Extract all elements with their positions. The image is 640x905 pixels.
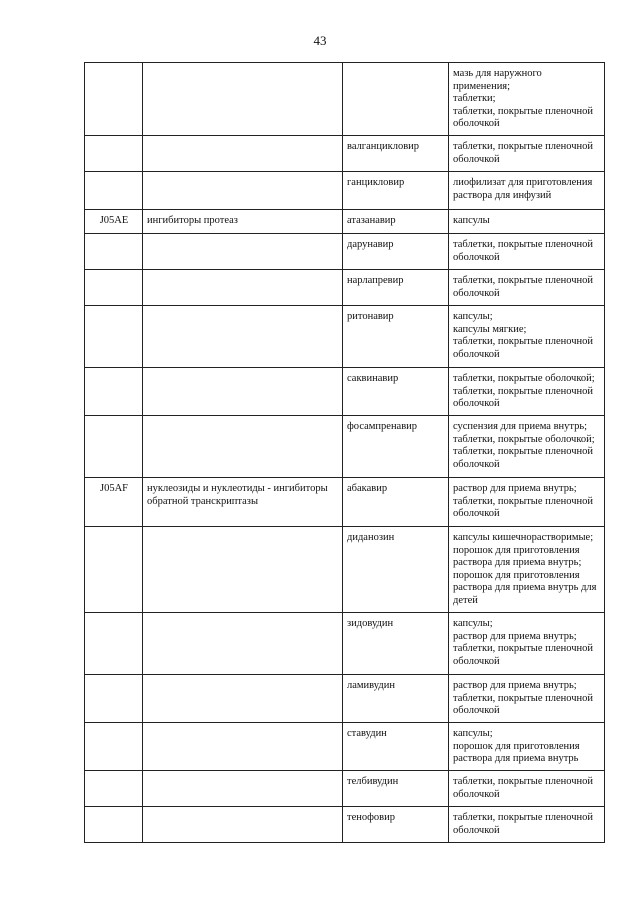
table-row [85, 771, 605, 807]
dosage-forms-text: таблетки, покрытые пленочной оболочкой [453, 141, 594, 165]
dosage-forms-text: капсулы кишечнорастворимые; порошок для приготовления раствора для приема внутрь; порошок для приготовления раствора для приема внутрь для детей [453, 532, 597, 606]
atc-code-cell [85, 723, 143, 771]
drug-name-cell: абакавир [343, 478, 449, 527]
atc-code-cell [85, 63, 143, 136]
group-cell [143, 675, 343, 723]
dosage-forms-cell [449, 306, 605, 368]
drug-name-cell: тенофовир [343, 807, 449, 843]
drug-name-cell: зидовудин [343, 613, 449, 675]
drug-name-cell: саквинавир [343, 368, 449, 416]
dosage-forms-text: капсулы; раствор для приема внутрь; таблетки, покрытые пленочной оболочкой [453, 618, 594, 667]
group-cell [143, 136, 343, 172]
dosage-forms-cell [449, 723, 605, 771]
dosage-forms-text: мазь для наружного применения; таблетки; таблетки, покрытые пленочной оболочкой [453, 68, 594, 130]
dosage-forms-text: суспензия для приема внутрь; таблетки, покрытые оболочкой; таблетки, покрытые пленочной оболочкой [453, 421, 595, 470]
dosage-forms-cell [449, 210, 605, 234]
drug-name-cell: ритонавир [343, 306, 449, 368]
group-cell: ингибиторы протеаз [143, 210, 343, 234]
dosage-forms-cell [449, 63, 605, 136]
group-cell [143, 63, 343, 136]
dosage-forms-cell [449, 807, 605, 843]
atc-code-cell [85, 807, 143, 843]
table-row [85, 613, 605, 675]
group-cell: нуклеозиды и нуклеотиды - ингибиторы обратной транскриптазы [143, 478, 343, 527]
dosage-forms-cell [449, 527, 605, 613]
group-cell [143, 527, 343, 613]
atc-code-cell [85, 527, 143, 613]
dosage-forms-text: таблетки, покрытые пленочной оболочкой [453, 239, 594, 263]
drug-name-cell [343, 63, 449, 136]
table-row [85, 723, 605, 771]
dosage-forms-cell [449, 478, 605, 527]
table-row [85, 172, 605, 210]
atc-code-cell [85, 234, 143, 270]
atc-code-cell: J05AF [85, 478, 143, 527]
group-cell [143, 270, 343, 306]
atc-code-cell [85, 771, 143, 807]
group-cell [143, 306, 343, 368]
table-row [85, 234, 605, 270]
atc-code-cell [85, 675, 143, 723]
dosage-forms-text: таблетки, покрытые пленочной оболочкой [453, 812, 594, 836]
group-cell [143, 368, 343, 416]
dosage-forms-text: капсулы [453, 215, 490, 226]
dosage-forms-text: таблетки, покрытые оболочкой; таблетки, покрытые пленочной оболочкой [453, 373, 595, 410]
drug-name-cell: нарлапревир [343, 270, 449, 306]
dosage-forms-text: таблетки, покрытые пленочной оболочкой [453, 275, 594, 299]
table-row [85, 63, 605, 136]
dosage-forms-cell [449, 234, 605, 270]
atc-code-cell [85, 416, 143, 478]
drug-name-cell: атазанавир [343, 210, 449, 234]
group-cell [143, 723, 343, 771]
group-cell [143, 807, 343, 843]
dosage-forms-cell [449, 368, 605, 416]
group-cell [143, 172, 343, 210]
atc-code-cell [85, 306, 143, 368]
table-row [85, 210, 605, 234]
drug-name-cell: телбивудин [343, 771, 449, 807]
drug-name-cell: валганцикловир [343, 136, 449, 172]
table-row [85, 478, 605, 527]
group-cell [143, 771, 343, 807]
dosage-forms-cell [449, 771, 605, 807]
table-row [85, 136, 605, 172]
atc-code-cell [85, 172, 143, 210]
dosage-forms-text: капсулы; капсулы мягкие; таблетки, покрытые пленочной оболочкой [453, 311, 594, 360]
table-row [85, 306, 605, 368]
table-row [85, 807, 605, 843]
group-cell [143, 234, 343, 270]
drug-name-cell: диданозин [343, 527, 449, 613]
dosage-forms-cell [449, 416, 605, 478]
drug-name-cell: ставудин [343, 723, 449, 771]
dosage-forms-cell [449, 172, 605, 210]
atc-code-cell [85, 613, 143, 675]
drug-name-cell: дарунавир [343, 234, 449, 270]
dosage-forms-cell [449, 136, 605, 172]
dosage-forms-text: лиофилизат для приготовления раствора для инфузий [453, 177, 593, 201]
dosage-forms-cell [449, 613, 605, 675]
table-row [85, 416, 605, 478]
page-number: 43 [313, 33, 327, 48]
table-row [85, 270, 605, 306]
dosage-forms-text: раствор для приема внутрь; таблетки, покрытые пленочной оболочкой [453, 680, 594, 717]
dosage-forms-text: таблетки, покрытые пленочной оболочкой [453, 776, 594, 800]
group-cell [143, 613, 343, 675]
dosage-forms-text: капсулы; порошок для приготовления раствора для приема внутрь [453, 728, 580, 765]
dosage-forms-cell [449, 270, 605, 306]
atc-code-cell [85, 136, 143, 172]
drug-table [84, 62, 605, 843]
atc-code-cell: J05AE [85, 210, 143, 234]
dosage-forms-cell [449, 675, 605, 723]
drug-name-cell: ганцикловир [343, 172, 449, 210]
atc-code-cell [85, 270, 143, 306]
table-row [85, 527, 605, 613]
atc-code-cell [85, 368, 143, 416]
dosage-forms-text: раствор для приема внутрь; таблетки, покрытые пленочной оболочкой [453, 483, 594, 520]
group-cell [143, 416, 343, 478]
drug-name-cell: фосампренавир [343, 416, 449, 478]
drug-name-cell: ламивудин [343, 675, 449, 723]
table-row [85, 368, 605, 416]
table-row [85, 675, 605, 723]
